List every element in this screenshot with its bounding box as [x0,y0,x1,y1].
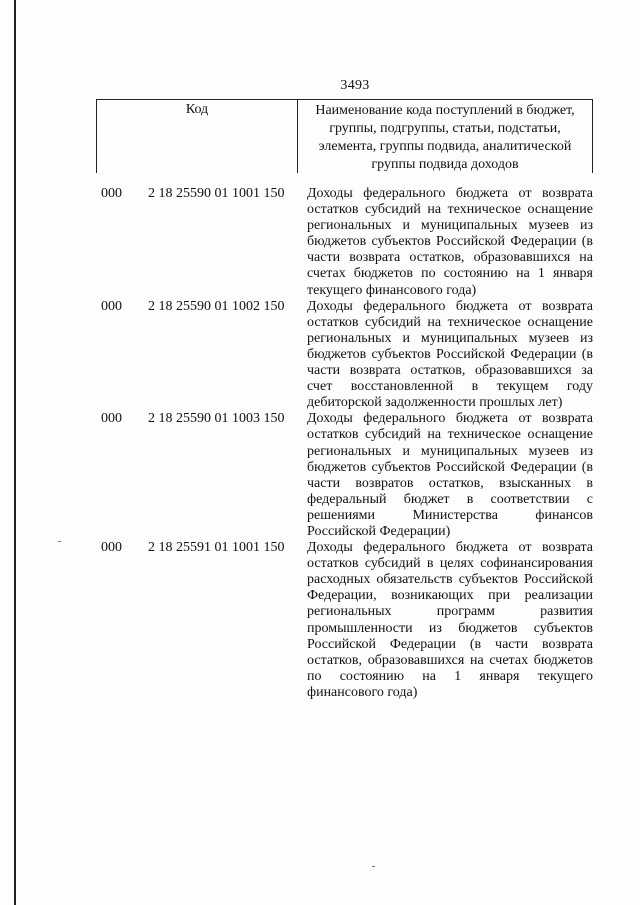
scan-speck [372,866,375,867]
income-code: 2 18 25590 01 1001 150 [148,186,285,201]
scan-speck [58,541,61,542]
page-left-edge [14,0,16,905]
income-code: 2 18 25590 01 1002 150 [148,298,285,314]
admin-code: 000 [101,411,122,427]
table-row [96,540,593,701]
income-description: Доходы федерального бюджета от возврата остатков субсидий на техническое оснащение региональных и муниципальных музеев из бюджетов субъектов Российской Федерации (в части возврата остатков, образовавшихся за счет восстановленной в текущем году дебиторской задолженности прошлых лет) [307,298,593,411]
admin-code: 000 [101,540,122,556]
income-code: 2 18 25590 01 1003 150 [148,411,285,427]
income-code: 2 18 25591 01 1001 150 [148,540,285,556]
header-code-column: Код [97,100,298,173]
admin-code: 000 [101,298,122,314]
header-name-column: Наименование кода поступлений в бюджет, группы, подгруппы, статьи, подстатьи, элемента, группы подвида, аналитической группы подвида доходов [315,103,575,172]
admin-code: 000 [101,186,122,201]
table-row [96,299,593,412]
table-header [96,99,593,173]
table-row [96,186,593,299]
income-description: Доходы федерального бюджета от возврата остатков субсидий на техническое оснащение региональных и муниципальных музеев из бюджетов субъектов Российской Федерации (в части возврата остатков, образовавшихся на счетах бюджетов по состоянию на 1 января текущего финансового года) [307,186,593,298]
table-row [96,411,593,540]
income-description: Доходы федерального бюджета от возврата остатков субсидий на техническое оснащение региональных и муниципальных музеев из бюджетов субъектов Российской Федерации (в части возвратов остатков, взысканных в федеральный бюджет в соответствии с решениями Министерства финансов Российской Федерации) [307,411,593,539]
income-description: Доходы федерального бюджета от возврата остатков субсидий в целях софинансирования расходных обязательств субъектов Российской Федерации, возникающих при реализации региональных программ развития промышленности из бюджетов субъектов Российской Федерации (в части возврата остатков, образовавшихся на счетах бюджетов по состоянию на 1 января текущего финансового года) [307,540,593,700]
table-body [96,186,593,701]
page-number: 3493 [340,78,370,93]
